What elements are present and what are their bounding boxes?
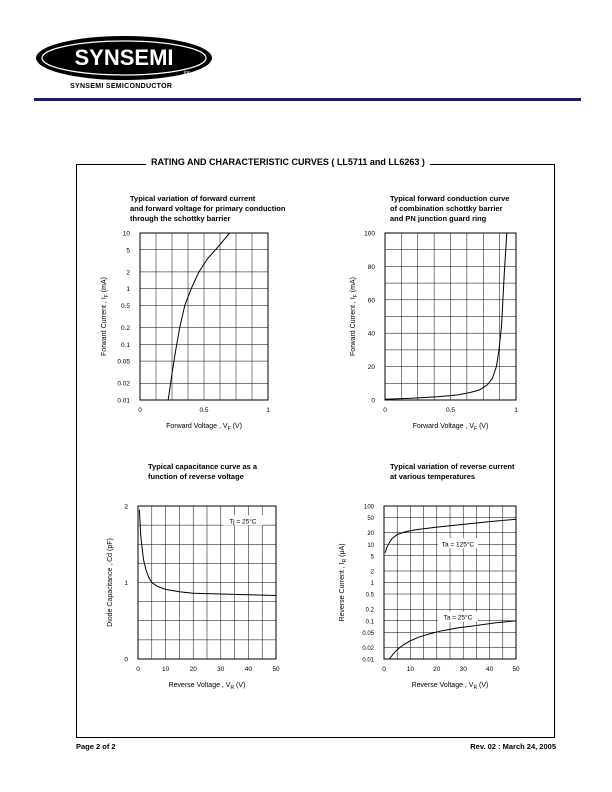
chart1-ytick-label: 0.01 xyxy=(117,397,130,405)
chart4-xlabel: Reverse Voltage , $V_R$ (V) xyxy=(411,682,489,691)
chart1-ytick-label: 5 xyxy=(126,247,130,255)
chart4-ytick-label: 0.01 xyxy=(362,657,374,664)
chart4-ytick-label: 0.1 xyxy=(365,619,374,626)
chart2-ytick-label: 0 xyxy=(371,397,375,405)
chart1-ylabel: Forward Current , $I_F$ (mA) xyxy=(101,277,110,356)
chart2-ylabel: Forward Current , $I_F$ (mA) xyxy=(350,277,359,356)
chart1-ytick-label: 2 xyxy=(126,269,130,277)
chart4-ytick-label: 50 xyxy=(367,516,374,523)
chart2-xtick-label: 1 xyxy=(514,407,518,414)
chart3-ytick-label: 2 xyxy=(124,503,128,511)
chart1-ytick-label: 0.05 xyxy=(117,358,130,366)
chart4-ytick-label: 0.2 xyxy=(365,607,374,614)
chart2-ytick-label: 80 xyxy=(367,263,375,271)
chart3-xtick-label: 40 xyxy=(244,666,253,673)
chart1-title: Typical variation of forward current and forward voltage for primary conduction through the schottky barrier xyxy=(130,194,286,223)
chart1-xlabel: Forward Voltage , $V_F$ (V) xyxy=(166,423,242,432)
chart1-series-line-1 xyxy=(168,233,229,400)
chart3-ytick-label: 1 xyxy=(124,580,128,587)
chart2-ytick-label: 60 xyxy=(367,297,375,305)
chart4-ytick-label: 5 xyxy=(370,554,374,561)
chart4-xtick-label: 0 xyxy=(382,666,386,673)
chart4-ytick-label: 0.02 xyxy=(362,645,374,652)
chart3-ylabel: Diode Capacitance , Cd (pF) xyxy=(107,538,114,627)
chart2-ytick-label: 20 xyxy=(367,364,375,372)
chart4-ytick-label: 1 xyxy=(370,581,374,587)
chart1-ytick-label: 1 xyxy=(126,286,130,294)
chart4-xtick-label: 30 xyxy=(459,666,467,673)
footer-rev: Rev. 02 : March 24, 2005 xyxy=(470,742,556,751)
chart3-xtick-label: 20 xyxy=(189,666,197,673)
chart4-annotation-1: Ta = 125°C xyxy=(441,541,475,549)
chart2-ytick-label: 40 xyxy=(367,330,375,338)
chart1-ytick-label: 0.2 xyxy=(120,325,130,333)
chart2-xtick-label: 0.5 xyxy=(445,407,456,414)
chart4-ytick-label: 0.05 xyxy=(362,630,374,637)
chart4-ylabel: Reverse Current , $I_R$ (μA) xyxy=(339,543,348,622)
chart3-xlabel: Reverse Voltage , $V_R$ (V) xyxy=(168,682,246,691)
chart3-ytick-label: 0 xyxy=(124,656,128,664)
chart3-xtick-label: 0 xyxy=(136,666,140,673)
logo-inc: inc xyxy=(184,70,191,76)
chart4-ytick-label: 2 xyxy=(370,569,374,576)
chart4-xtick-label: 20 xyxy=(433,666,441,673)
chart2-xtick-label: 0 xyxy=(383,407,387,414)
company-subtitle: SYNSEMI SEMICONDUCTOR xyxy=(70,83,173,90)
chart3-annotation-1: Tj = 25°C xyxy=(229,518,257,526)
chart1-ytick-label: 0.02 xyxy=(117,380,130,388)
chart4-series-line-2 xyxy=(389,621,516,659)
chart1-xtick-label: 0.5 xyxy=(199,407,209,414)
chart2-title: Typical forward conduction curve of combination schottky barrier and PN junction guard ring xyxy=(390,194,510,223)
chart3-xtick-label: 50 xyxy=(272,666,280,673)
chart4-ytick-label: 10 xyxy=(367,542,374,549)
chart4-xtick-label: 40 xyxy=(485,666,494,673)
chart4-title: Typical variation of reverse current at various temperatures xyxy=(390,462,515,481)
chart1-xtick-label: 1 xyxy=(266,407,270,414)
chart2-xlabel: Forward Voltage , $V_F$ (V) xyxy=(412,423,489,432)
footer-page: Page 2 of 2 xyxy=(76,742,116,751)
chart3-xtick-label: 30 xyxy=(217,666,225,673)
section-title: RATING AND CHARACTERISTIC CURVES ( LL5711 and LL6263 ) xyxy=(146,157,430,167)
chart2-ytick-label: 100 xyxy=(364,230,375,238)
chart2-series-line-1 xyxy=(385,233,507,399)
chart1-ytick-label: 0.1 xyxy=(120,341,130,349)
logo-text: SYNSEMI xyxy=(74,45,174,70)
chart4-ytick-label: 0.5 xyxy=(365,592,374,599)
chart4-xtick-label: 10 xyxy=(406,666,415,673)
chart4-xtick-label: 50 xyxy=(512,666,520,673)
chart1-ytick-label: 10 xyxy=(122,230,130,238)
chart4-ytick-label: 100 xyxy=(363,504,374,511)
chart1-xtick-label: 0 xyxy=(138,407,142,414)
chart3-xtick-label: 10 xyxy=(161,666,170,673)
chart1-ytick-label: 0.5 xyxy=(120,302,130,310)
chart3-title: Typical capacitance curve as a function of reverse voltage xyxy=(148,462,258,481)
chart4-annotation-2: Ta = 25°C xyxy=(443,614,473,622)
chart4-ytick-label: 20 xyxy=(367,531,374,538)
